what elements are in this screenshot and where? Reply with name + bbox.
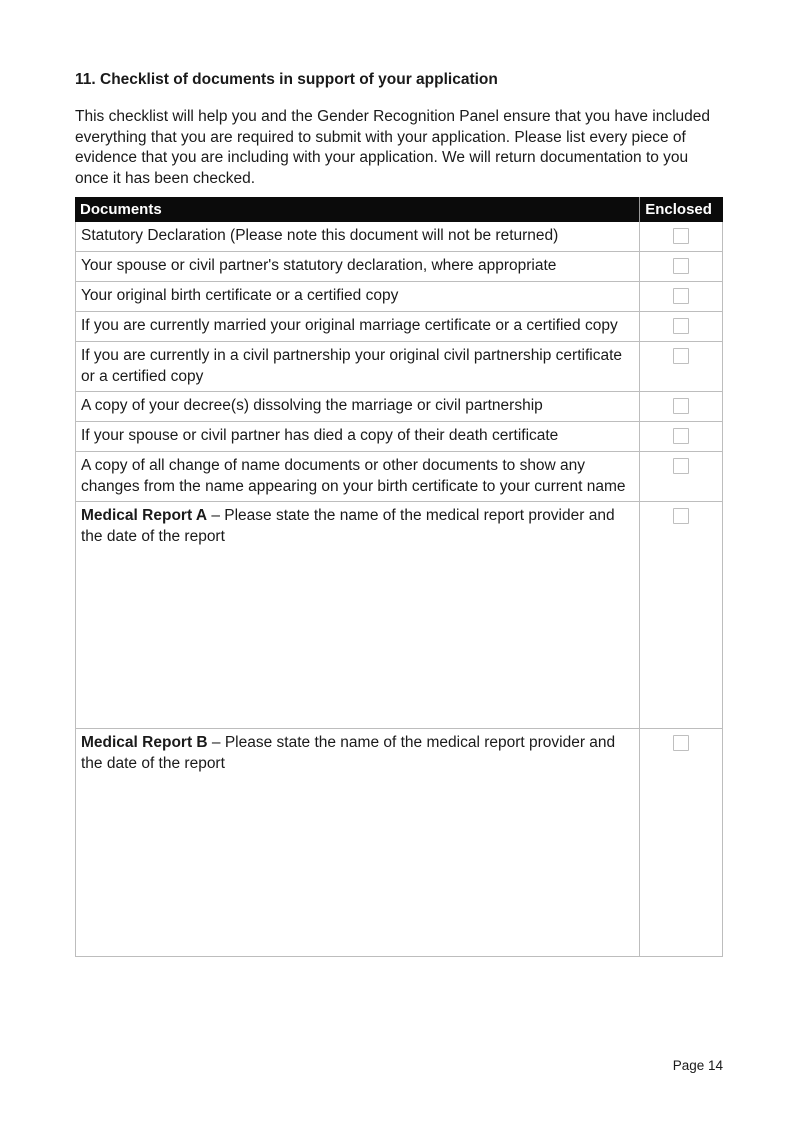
enclosed-cell	[639, 312, 722, 341]
enclosed-checkbox[interactable]	[673, 428, 689, 444]
enclosed-cell	[639, 252, 722, 281]
enclosed-cell	[639, 342, 722, 391]
enclosed-cell	[639, 422, 722, 451]
documents-column-header: Documents	[80, 201, 162, 218]
enclosed-cell	[639, 282, 722, 311]
enclosed-checkbox[interactable]	[673, 318, 689, 334]
enclosed-checkbox[interactable]	[673, 735, 689, 751]
enclosed-cell	[639, 222, 722, 251]
document-description: If you are currently in a civil partnership your original civil partnership certificate or a certified copy	[81, 347, 623, 385]
table-row	[76, 729, 722, 956]
document-description: A copy of all change of name documents or other documents to show any changes from the name appearing on your birth certificate to your current name	[81, 457, 626, 495]
document-description: Medical Report A – Please state the name of the medical report provider and the date of the report	[81, 507, 615, 545]
table-row	[76, 342, 722, 392]
enclosed-checkbox[interactable]	[673, 288, 689, 304]
table-row	[76, 392, 722, 422]
enclosed-checkbox[interactable]	[673, 348, 689, 364]
enclosed-column-header: Enclosed	[639, 197, 723, 222]
enclosed-cell	[639, 502, 722, 728]
table-header-row	[75, 197, 723, 222]
document-description-bold-prefix: Medical Report A	[81, 507, 208, 524]
table-row	[76, 502, 722, 729]
table-row	[76, 312, 722, 342]
enclosed-checkbox[interactable]	[673, 508, 689, 524]
document-description: If your spouse or civil partner has died a copy of their death certificate	[81, 427, 559, 444]
table-row	[76, 222, 722, 252]
enclosed-cell	[639, 452, 722, 501]
document-description: A copy of your decree(s) dissolving the marriage or civil partnership	[81, 397, 543, 414]
document-description: If you are currently married your original marriage certificate or a certified copy	[81, 317, 618, 334]
enclosed-checkbox[interactable]	[673, 228, 689, 244]
table-row	[76, 252, 722, 282]
document-description: Your original birth certificate or a certified copy	[81, 287, 399, 304]
document-description: Medical Report B – Please state the name of the medical report provider and the date of the report	[81, 734, 616, 772]
enclosed-cell	[639, 729, 722, 956]
table-row	[76, 452, 722, 502]
document-description: Statutory Declaration (Please note this document will not be returned)	[81, 227, 559, 244]
documents-checklist-table	[75, 197, 723, 957]
page-number: Page 14	[672, 1058, 723, 1073]
table-body	[76, 222, 722, 956]
table-row	[76, 422, 722, 452]
enclosed-checkbox[interactable]	[673, 398, 689, 414]
enclosed-checkbox[interactable]	[673, 258, 689, 274]
document-description: Your spouse or civil partner's statutory declaration, where appropriate	[81, 257, 557, 274]
intro-paragraph: This checklist will help you and the Gender Recognition Panel ensure that you have included everything that you are required to submit with your application. Please list every piece of evidence that you are including with your application. We will return documentation to you once it has been checked.	[75, 108, 711, 187]
section-title: 11. Checklist of documents in support of your application	[75, 71, 498, 88]
table-row	[76, 282, 722, 312]
document-description-bold-prefix: Medical Report B	[81, 734, 208, 751]
enclosed-cell	[639, 392, 722, 421]
enclosed-checkbox[interactable]	[673, 458, 689, 474]
